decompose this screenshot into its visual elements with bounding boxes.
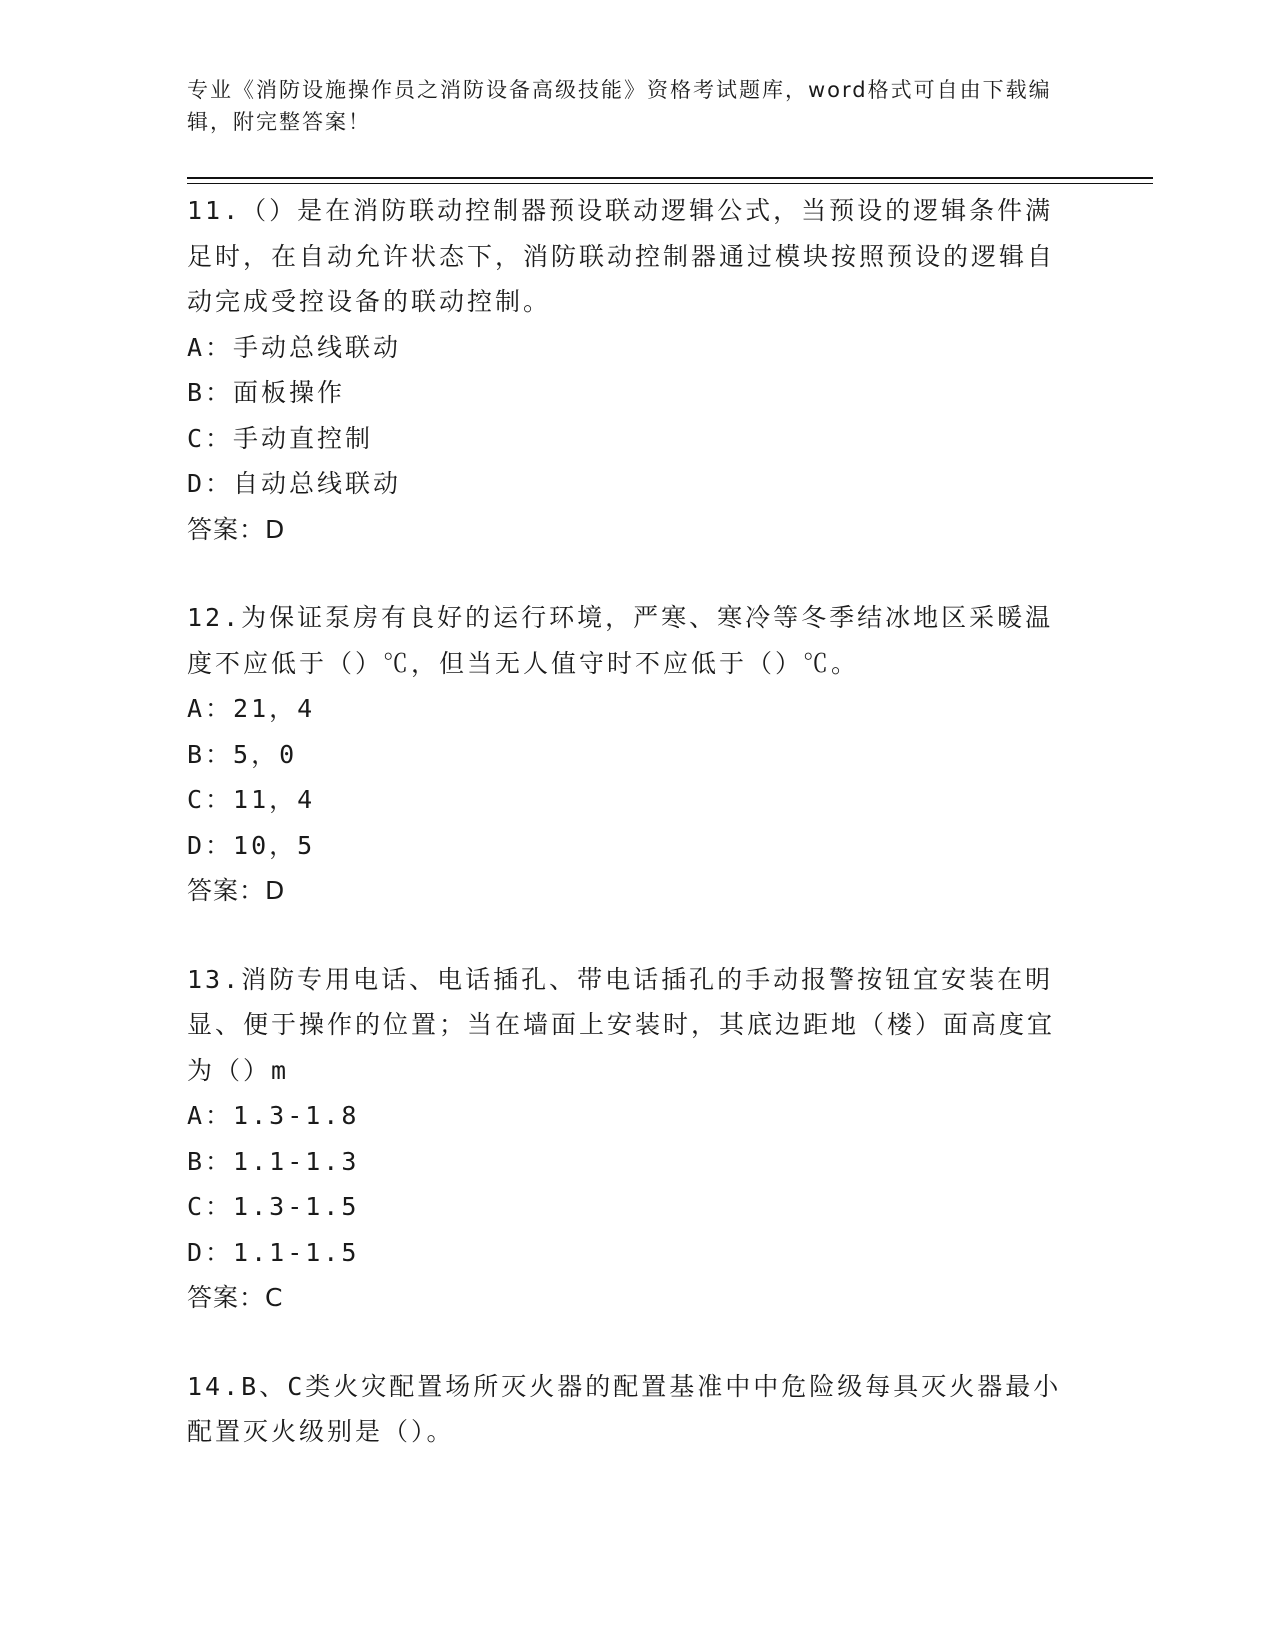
option-b: B：1.1-1.3: [187, 1146, 360, 1176]
option-d: D：自动总线联动: [187, 469, 402, 498]
question-stem: 11.（）是在消防联动控制器预设联动逻辑公式，当预设的逻辑条件满足时，在自动允许状态下，消防联动控制器通过模块按照预设的逻辑自动完成受控设备的联动控制。: [187, 196, 1056, 316]
question-stem: 13.消防专用电话、电话插孔、带电话插孔的手动报警按钮宜安装在明显、便于操作的位置；当在墙面上安装时，其底边距地（楼）面高度宜为（）m: [187, 964, 1056, 1085]
option-c: C：手动直控制: [187, 423, 374, 453]
header-divider-thick: [187, 177, 1153, 179]
answer-line: 答案：D: [187, 514, 286, 544]
question-13: [187, 957, 1087, 1321]
option-c: C：1.3-1.5: [187, 1192, 360, 1221]
question-list: [187, 188, 1087, 1498]
answer-line: 答案：C: [187, 1283, 284, 1312]
option-a: A：手动总线联动: [187, 332, 402, 362]
question-11: [187, 188, 1087, 552]
answer-line: 答案：D: [187, 876, 286, 905]
question-12: [187, 595, 1087, 914]
question-stem: 14.B、C类火灾配置场所灭火器的配置基准中中危险级每具灭火器最小配置灭火级别是（）。: [187, 1371, 1062, 1446]
option-c: C：11，4: [187, 785, 316, 814]
option-a: A：21，4: [187, 694, 316, 723]
document-header: 专业《消防设施操作员之消防设备高级技能》资格考试题库，word格式可自由下载编辑，附完整答案！: [187, 78, 1052, 134]
header-divider-thin: [187, 183, 1153, 184]
option-a: A：1.3-1.8: [187, 1101, 360, 1130]
question-14: [187, 1364, 1087, 1455]
option-d: D：10，5: [187, 830, 316, 860]
question-stem: 12.为保证泵房有良好的运行环境，严寒、寒冷等冬季结冰地区采暖温度不应低于（）℃，但当无人值守时不应低于（）℃。: [187, 603, 1054, 678]
option-d: D：1.1-1.5: [187, 1237, 360, 1267]
option-b: B：5，0: [187, 739, 298, 769]
option-b: B：面板操作: [187, 378, 346, 407]
